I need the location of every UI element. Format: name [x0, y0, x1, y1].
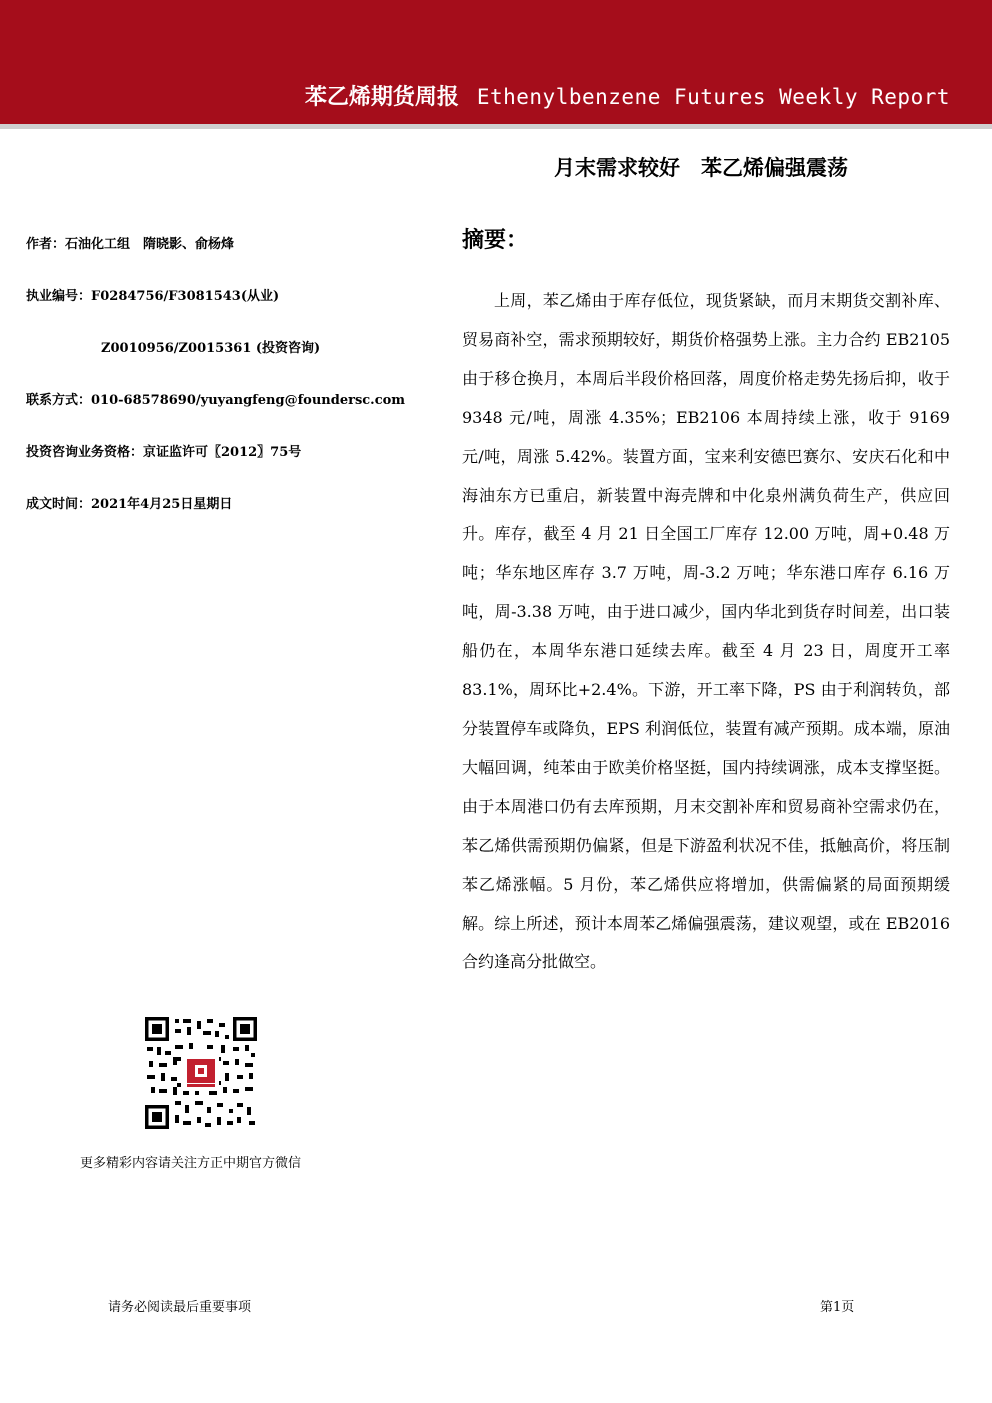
- abstract-body: 上周，苯乙烯由于库存低位，现货紧缺，而月末期货交割补库、贸易商补空，需求预期较好，期货价格强势上涨。主力合约 EB2105 由于移仓换月，本周后半段价格回落，周度价格走势先扬后抑，收于 9348 元/吨，周涨 4.35%；EB2106 本周持续上涨，收于 9169 元/吨，周涨 5.42%。装置方面，宝来利安德巴赛尔、安庆石化和中海油东方已重启，新装置中海壳牌和中化泉州满负荷生产，供应回升。库存，截至 4 月 21 日全国工厂库存 12.00 万吨，周+0.48 万吨；华东地区库存 3.7 万吨，周-3.2 万吨；华东港口库存 6.16 万吨，周-3.38 万吨，由于进口减少，国内华北到货存时间差，出口装船仍在，本周华东港口延续去库。截至 4 月 23 日，周度开工率 83.1%，周环比+2.4%。下游，开工率下降，PS 由于利润转负，部分装置停车或降负，EPS 利润低位，装置有减产预期。成本端，原油大幅回调，纯苯由于欧美价格坚挺，国内持续调涨，成本支撑坚挺。由于本周港口仍有去库预期，月末交割补库和贸易商补空需求仍在，苯乙烯供需预期仍偏紧，但是下游盈利状况不佳，抵触高价，将压制苯乙烯涨幅。5 月份，苯乙烯供应将增加，供需偏紧的局面预期缓解。综上所述，预计本周苯乙烯偏强震荡，建议观望，或在 EB2016 合约逢高分批做空。: [462, 291, 950, 972]
- report-title: [305, 80, 950, 111]
- license-line-2: Z0010956/Z0015361 (投资咨询): [101, 341, 321, 356]
- contact-line: 联系方式：010-68578690/yuyangfeng@foundersc.com: [26, 393, 406, 408]
- report-title-en: Ethenylbenzene Futures Weekly Report: [476, 85, 950, 109]
- license-line-1: 执业编号：F0284756/F3081543(从业): [26, 289, 280, 304]
- headline: 月末需求较好 苯乙烯偏强震荡: [554, 155, 848, 180]
- footer-notice: 请务必阅读最后重要事项: [108, 1300, 252, 1315]
- author-line: 作者：石油化工组 隋晓影、俞杨烽: [26, 237, 235, 252]
- header-divider: [0, 124, 992, 129]
- qr-code-icon: [145, 1017, 257, 1129]
- page-number: 第1页: [820, 1300, 855, 1315]
- report-title-cn: 苯乙烯期货周报: [304, 84, 459, 110]
- qr-caption: 更多精彩内容请关注方正中期官方微信: [80, 1156, 302, 1171]
- abstract-label: 摘要：: [462, 227, 529, 253]
- qualification-line: 投资咨询业务资格：京证监许可〖2012〗75号: [26, 445, 302, 460]
- date-line: 成文时间：2021年4月25日星期日: [26, 497, 233, 512]
